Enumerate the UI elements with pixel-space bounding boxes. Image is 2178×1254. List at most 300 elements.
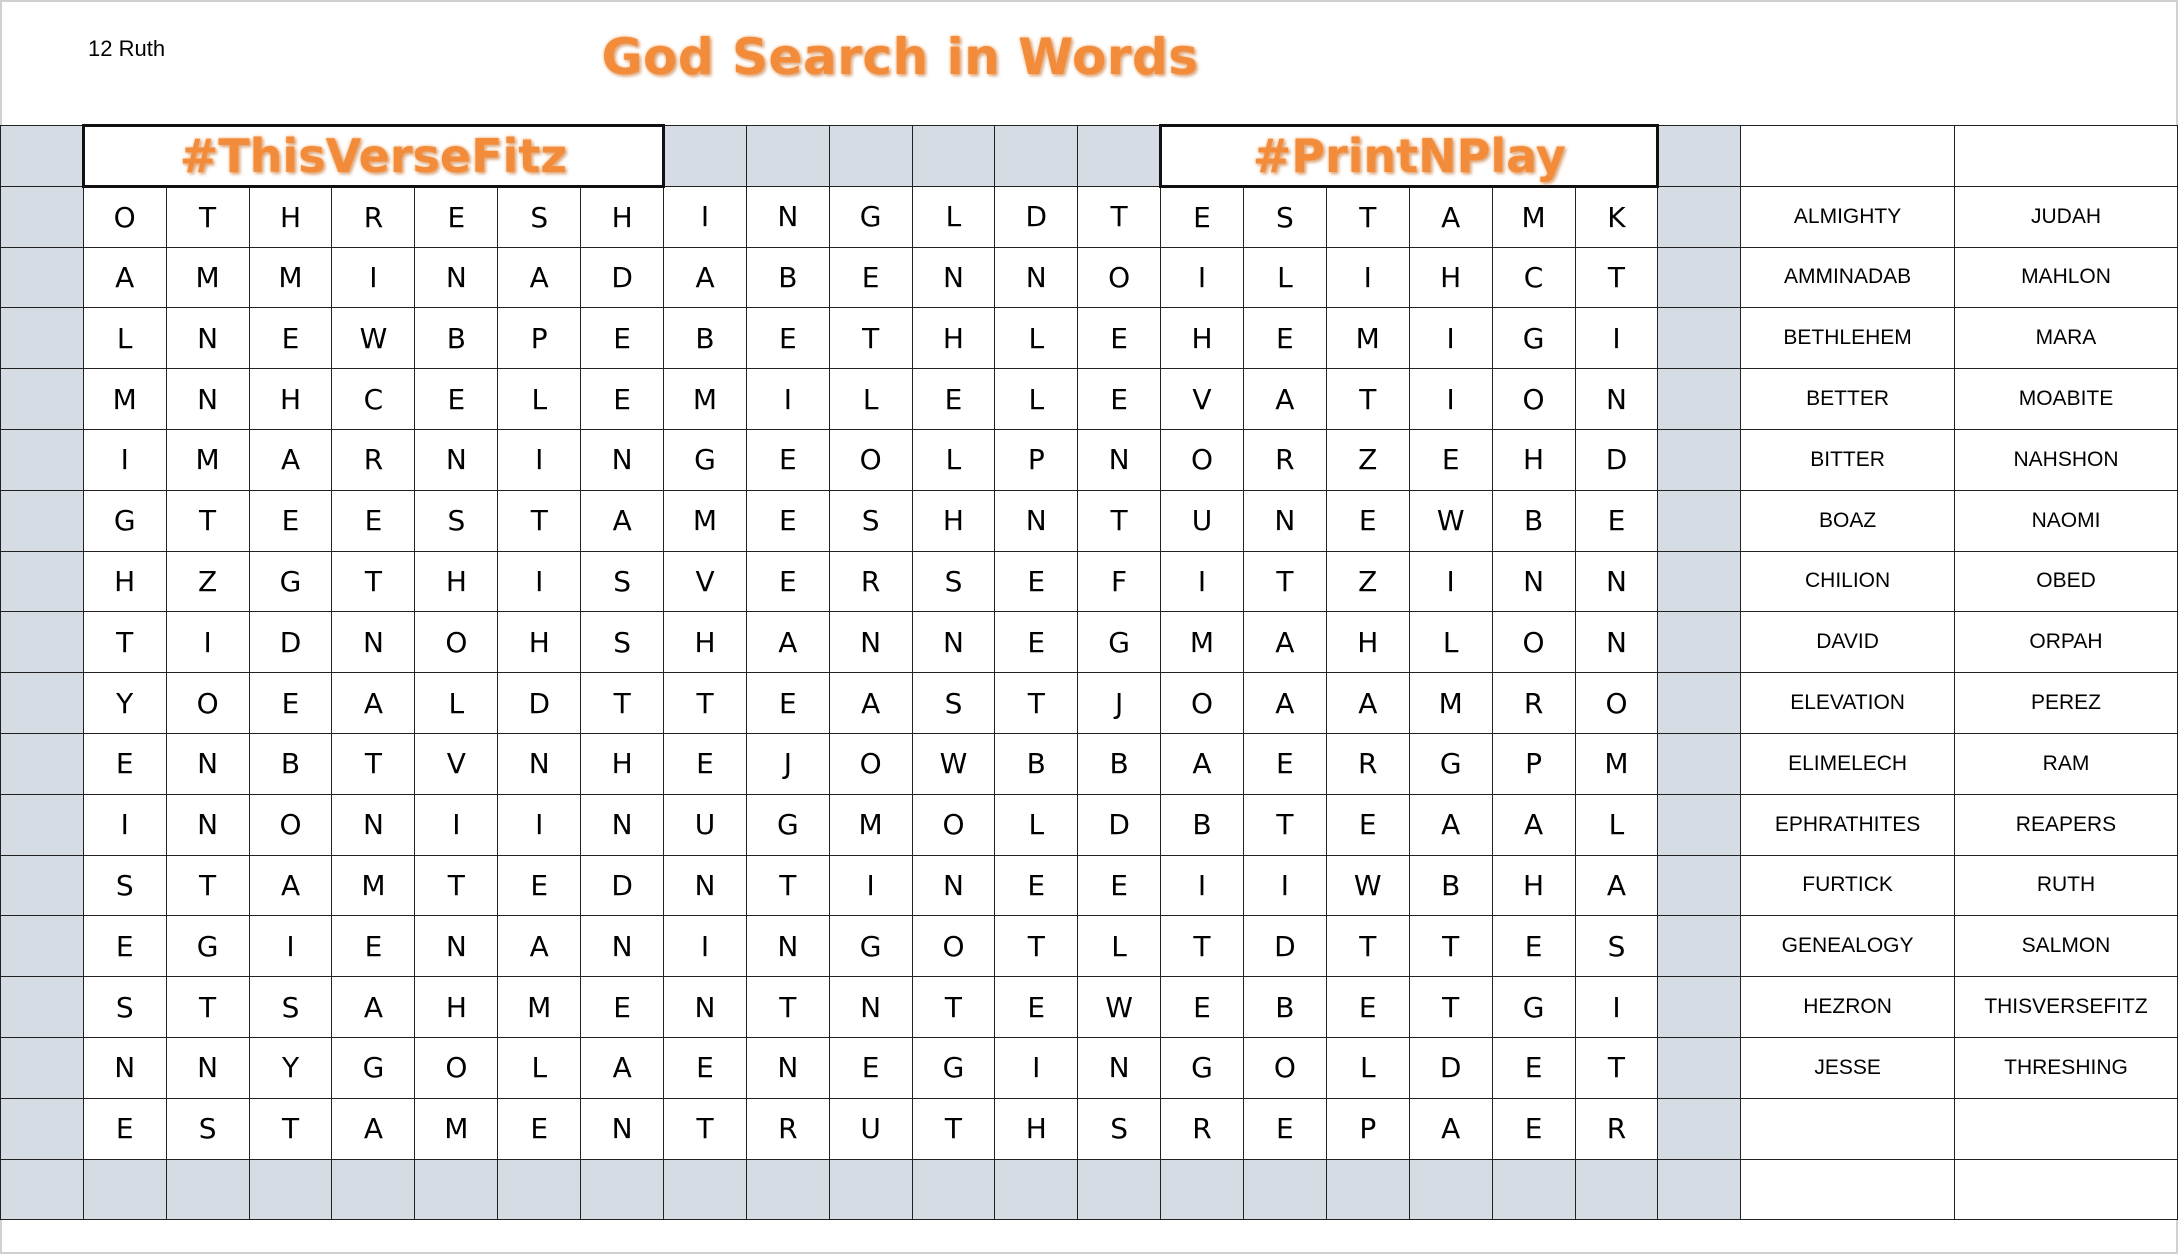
letter-cell[interactable]: H [1161, 308, 1244, 369]
letter-cell[interactable]: S [581, 612, 664, 673]
letter-cell[interactable]: R [746, 1098, 829, 1159]
letter-cell[interactable]: B [664, 308, 747, 369]
letter-cell[interactable]: E [912, 369, 995, 430]
letter-cell[interactable]: M [332, 855, 415, 916]
letter-cell[interactable]: N [498, 733, 581, 794]
letter-cell[interactable]: B [1161, 794, 1244, 855]
letter-cell[interactable]: M [664, 369, 747, 430]
letter-cell[interactable]: T [995, 916, 1078, 977]
letter-cell[interactable]: V [1161, 369, 1244, 430]
letter-cell[interactable]: N [1575, 369, 1658, 430]
letter-cell[interactable]: T [995, 673, 1078, 734]
letter-cell[interactable]: O [1492, 612, 1575, 673]
letter-cell[interactable]: G [1078, 612, 1161, 673]
letter-cell[interactable]: L [995, 308, 1078, 369]
letter-cell[interactable]: U [1161, 490, 1244, 551]
letter-cell[interactable]: A [1243, 673, 1326, 734]
letter-cell[interactable]: D [581, 247, 664, 308]
letter-cell[interactable]: H [83, 551, 166, 612]
letter-cell[interactable]: O [415, 612, 498, 673]
letter-cell[interactable]: B [746, 247, 829, 308]
letter-cell[interactable]: N [746, 1037, 829, 1098]
letter-cell[interactable]: G [664, 429, 747, 490]
letter-cell[interactable]: E [829, 247, 912, 308]
letter-cell[interactable]: G [829, 916, 912, 977]
letter-cell[interactable]: L [415, 673, 498, 734]
letter-cell[interactable]: O [1492, 369, 1575, 430]
letter-cell[interactable]: O [1161, 429, 1244, 490]
letter-cell[interactable]: P [1492, 733, 1575, 794]
letter-cell[interactable]: M [1326, 308, 1409, 369]
letter-cell[interactable]: N [912, 855, 995, 916]
letter-cell[interactable]: P [995, 429, 1078, 490]
letter-cell[interactable]: G [1161, 1037, 1244, 1098]
letter-cell[interactable]: J [1078, 673, 1161, 734]
letter-cell[interactable]: T [332, 551, 415, 612]
letter-cell[interactable]: T [1243, 551, 1326, 612]
letter-cell[interactable]: G [166, 916, 249, 977]
letter-cell[interactable]: E [664, 1037, 747, 1098]
letter-cell[interactable]: O [912, 916, 995, 977]
letter-cell[interactable]: H [1492, 429, 1575, 490]
letter-cell[interactable]: O [249, 794, 332, 855]
letter-cell[interactable]: E [746, 490, 829, 551]
letter-cell[interactable]: N [166, 308, 249, 369]
letter-cell[interactable]: N [829, 977, 912, 1038]
letter-cell[interactable]: W [1326, 855, 1409, 916]
letter-cell[interactable]: I [498, 429, 581, 490]
letter-cell[interactable]: M [166, 247, 249, 308]
letter-cell[interactable]: T [1409, 977, 1492, 1038]
letter-cell[interactable]: D [249, 612, 332, 673]
letter-cell[interactable]: L [1326, 1037, 1409, 1098]
letter-cell[interactable]: R [332, 186, 415, 247]
letter-cell[interactable]: O [1161, 673, 1244, 734]
letter-cell[interactable]: N [664, 977, 747, 1038]
letter-cell[interactable]: E [1575, 490, 1658, 551]
letter-cell[interactable]: E [995, 977, 1078, 1038]
letter-cell[interactable]: E [995, 855, 1078, 916]
letter-cell[interactable]: N [664, 855, 747, 916]
letter-cell[interactable]: S [249, 977, 332, 1038]
letter-cell[interactable]: P [1326, 1098, 1409, 1159]
letter-cell[interactable]: E [746, 551, 829, 612]
letter-cell[interactable]: I [498, 551, 581, 612]
letter-cell[interactable]: M [1575, 733, 1658, 794]
letter-cell[interactable]: N [1078, 429, 1161, 490]
letter-cell[interactable]: H [912, 490, 995, 551]
letter-cell[interactable]: M [1492, 186, 1575, 247]
letter-cell[interactable]: N [581, 794, 664, 855]
letter-cell[interactable]: H [995, 1098, 1078, 1159]
letter-cell[interactable]: C [332, 369, 415, 430]
letter-cell[interactable]: N [83, 1037, 166, 1098]
letter-cell[interactable]: T [1078, 186, 1161, 247]
letter-cell[interactable]: A [746, 612, 829, 673]
letter-cell[interactable]: D [498, 673, 581, 734]
letter-cell[interactable]: U [664, 794, 747, 855]
letter-cell[interactable]: D [1243, 916, 1326, 977]
letter-cell[interactable]: W [912, 733, 995, 794]
letter-cell[interactable]: I [1575, 308, 1658, 369]
letter-cell[interactable]: S [83, 977, 166, 1038]
letter-cell[interactable]: A [332, 673, 415, 734]
letter-cell[interactable]: I [498, 794, 581, 855]
letter-cell[interactable]: E [1326, 490, 1409, 551]
letter-cell[interactable]: E [249, 673, 332, 734]
letter-cell[interactable]: T [1409, 916, 1492, 977]
letter-cell[interactable]: I [83, 429, 166, 490]
letter-cell[interactable]: I [829, 855, 912, 916]
letter-cell[interactable]: B [1492, 490, 1575, 551]
letter-cell[interactable]: G [1492, 977, 1575, 1038]
letter-cell[interactable]: L [498, 1037, 581, 1098]
letter-cell[interactable]: T [1326, 186, 1409, 247]
letter-cell[interactable]: M [1409, 673, 1492, 734]
letter-cell[interactable]: G [1409, 733, 1492, 794]
letter-cell[interactable]: B [1243, 977, 1326, 1038]
letter-cell[interactable]: I [1161, 855, 1244, 916]
letter-cell[interactable]: E [1161, 186, 1244, 247]
letter-cell[interactable]: A [1492, 794, 1575, 855]
letter-cell[interactable]: E [83, 916, 166, 977]
letter-cell[interactable]: V [664, 551, 747, 612]
letter-cell[interactable]: I [1575, 977, 1658, 1038]
letter-cell[interactable]: T [249, 1098, 332, 1159]
letter-cell[interactable]: N [415, 247, 498, 308]
letter-cell[interactable]: I [995, 1037, 1078, 1098]
letter-cell[interactable]: I [249, 916, 332, 977]
letter-cell[interactable]: M [249, 247, 332, 308]
letter-cell[interactable]: H [498, 612, 581, 673]
letter-cell[interactable]: A [83, 247, 166, 308]
letter-cell[interactable]: Z [1326, 551, 1409, 612]
letter-cell[interactable]: T [1326, 369, 1409, 430]
letter-cell[interactable]: D [1575, 429, 1658, 490]
letter-cell[interactable]: M [415, 1098, 498, 1159]
letter-cell[interactable]: B [249, 733, 332, 794]
letter-cell[interactable]: T [912, 977, 995, 1038]
letter-cell[interactable]: L [829, 369, 912, 430]
letter-cell[interactable]: E [1243, 308, 1326, 369]
letter-cell[interactable]: O [1243, 1037, 1326, 1098]
letter-cell[interactable]: S [415, 490, 498, 551]
letter-cell[interactable]: I [332, 247, 415, 308]
letter-cell[interactable]: Z [1326, 429, 1409, 490]
letter-cell[interactable]: N [1492, 551, 1575, 612]
letter-cell[interactable]: G [332, 1037, 415, 1098]
letter-cell[interactable]: E [995, 612, 1078, 673]
letter-cell[interactable]: E [1492, 916, 1575, 977]
letter-cell[interactable]: B [415, 308, 498, 369]
letter-cell[interactable]: M [83, 369, 166, 430]
letter-cell[interactable]: N [1575, 612, 1658, 673]
letter-cell[interactable]: E [1243, 1098, 1326, 1159]
letter-cell[interactable]: G [83, 490, 166, 551]
letter-cell[interactable]: S [1243, 186, 1326, 247]
letter-cell[interactable]: E [415, 369, 498, 430]
letter-cell[interactable]: S [1078, 1098, 1161, 1159]
letter-cell[interactable]: L [83, 308, 166, 369]
letter-cell[interactable]: T [83, 612, 166, 673]
letter-cell[interactable]: N [166, 794, 249, 855]
letter-cell[interactable]: B [1409, 855, 1492, 916]
letter-cell[interactable]: K [1575, 186, 1658, 247]
letter-cell[interactable]: G [829, 186, 912, 247]
letter-cell[interactable]: T [166, 977, 249, 1038]
letter-cell[interactable]: N [829, 612, 912, 673]
letter-cell[interactable]: E [1161, 977, 1244, 1038]
letter-cell[interactable]: L [1078, 916, 1161, 977]
letter-cell[interactable]: E [995, 551, 1078, 612]
letter-cell[interactable]: O [912, 794, 995, 855]
letter-cell[interactable]: T [332, 733, 415, 794]
letter-cell[interactable]: E [332, 916, 415, 977]
letter-cell[interactable]: T [746, 855, 829, 916]
letter-cell[interactable]: T [581, 673, 664, 734]
letter-cell[interactable]: N [746, 186, 829, 247]
letter-cell[interactable]: N [166, 1037, 249, 1098]
letter-cell[interactable]: E [829, 1037, 912, 1098]
letter-cell[interactable]: T [1575, 1037, 1658, 1098]
letter-cell[interactable]: N [166, 369, 249, 430]
letter-cell[interactable]: E [83, 1098, 166, 1159]
letter-cell[interactable]: I [83, 794, 166, 855]
letter-cell[interactable]: I [664, 186, 747, 247]
letter-cell[interactable]: S [912, 551, 995, 612]
letter-cell[interactable]: W [332, 308, 415, 369]
letter-cell[interactable]: D [995, 186, 1078, 247]
letter-cell[interactable]: H [1409, 247, 1492, 308]
letter-cell[interactable]: M [166, 429, 249, 490]
letter-cell[interactable]: N [995, 247, 1078, 308]
letter-cell[interactable]: T [746, 977, 829, 1038]
letter-cell[interactable]: N [1078, 1037, 1161, 1098]
letter-cell[interactable]: E [581, 369, 664, 430]
letter-cell[interactable]: E [1326, 977, 1409, 1038]
letter-cell[interactable]: E [1326, 794, 1409, 855]
letter-cell[interactable]: A [1409, 794, 1492, 855]
letter-cell[interactable]: N [995, 490, 1078, 551]
letter-cell[interactable]: A [249, 855, 332, 916]
letter-cell[interactable]: J [746, 733, 829, 794]
letter-cell[interactable]: U [829, 1098, 912, 1159]
letter-cell[interactable]: S [912, 673, 995, 734]
letter-cell[interactable]: W [1078, 977, 1161, 1038]
letter-cell[interactable]: L [498, 369, 581, 430]
letter-cell[interactable]: E [1409, 429, 1492, 490]
letter-cell[interactable]: A [1243, 369, 1326, 430]
letter-cell[interactable]: C [1492, 247, 1575, 308]
letter-cell[interactable]: L [912, 429, 995, 490]
letter-cell[interactable]: G [249, 551, 332, 612]
letter-cell[interactable]: A [829, 673, 912, 734]
letter-cell[interactable]: G [746, 794, 829, 855]
letter-cell[interactable]: W [1409, 490, 1492, 551]
letter-cell[interactable]: A [1575, 855, 1658, 916]
letter-cell[interactable]: T [829, 308, 912, 369]
letter-cell[interactable]: L [995, 794, 1078, 855]
letter-cell[interactable]: M [1161, 612, 1244, 673]
letter-cell[interactable]: T [1161, 916, 1244, 977]
letter-cell[interactable]: N [332, 794, 415, 855]
letter-cell[interactable]: B [1078, 733, 1161, 794]
letter-cell[interactable]: R [829, 551, 912, 612]
letter-cell[interactable]: T [166, 490, 249, 551]
letter-cell[interactable]: N [415, 916, 498, 977]
letter-cell[interactable]: T [1243, 794, 1326, 855]
letter-cell[interactable]: N [581, 1098, 664, 1159]
letter-cell[interactable]: A [1326, 673, 1409, 734]
letter-cell[interactable]: E [1078, 855, 1161, 916]
letter-cell[interactable]: D [581, 855, 664, 916]
letter-cell[interactable]: A [498, 247, 581, 308]
letter-cell[interactable]: I [746, 369, 829, 430]
letter-cell[interactable]: L [1243, 247, 1326, 308]
letter-cell[interactable]: T [664, 673, 747, 734]
letter-cell[interactable]: M [829, 794, 912, 855]
letter-cell[interactable]: N [415, 429, 498, 490]
letter-cell[interactable]: N [581, 916, 664, 977]
letter-cell[interactable]: R [1161, 1098, 1244, 1159]
letter-cell[interactable]: N [166, 733, 249, 794]
letter-cell[interactable]: O [83, 186, 166, 247]
letter-cell[interactable]: H [415, 551, 498, 612]
letter-cell[interactable]: E [1492, 1037, 1575, 1098]
letter-cell[interactable]: A [332, 1098, 415, 1159]
letter-cell[interactable]: L [1409, 612, 1492, 673]
letter-cell[interactable]: E [1492, 1098, 1575, 1159]
letter-cell[interactable]: R [332, 429, 415, 490]
letter-cell[interactable]: G [1492, 308, 1575, 369]
letter-cell[interactable]: V [415, 733, 498, 794]
letter-cell[interactable]: O [1078, 247, 1161, 308]
letter-cell[interactable]: A [1161, 733, 1244, 794]
letter-cell[interactable]: T [1078, 490, 1161, 551]
letter-cell[interactable]: I [1409, 308, 1492, 369]
letter-cell[interactable]: N [1243, 490, 1326, 551]
letter-cell[interactable]: T [166, 855, 249, 916]
letter-cell[interactable]: N [912, 247, 995, 308]
letter-cell[interactable]: E [746, 308, 829, 369]
letter-cell[interactable]: L [912, 186, 995, 247]
letter-cell[interactable]: H [415, 977, 498, 1038]
letter-cell[interactable]: H [664, 612, 747, 673]
letter-cell[interactable]: E [332, 490, 415, 551]
letter-cell[interactable]: A [581, 1037, 664, 1098]
letter-cell[interactable]: N [332, 612, 415, 673]
letter-cell[interactable]: S [1575, 916, 1658, 977]
letter-cell[interactable]: I [1409, 551, 1492, 612]
letter-cell[interactable]: N [746, 916, 829, 977]
letter-cell[interactable]: S [166, 1098, 249, 1159]
letter-cell[interactable]: S [498, 186, 581, 247]
letter-cell[interactable]: I [1409, 369, 1492, 430]
letter-cell[interactable]: T [1575, 247, 1658, 308]
letter-cell[interactable]: G [912, 1037, 995, 1098]
letter-cell[interactable]: I [166, 612, 249, 673]
letter-cell[interactable]: A [581, 490, 664, 551]
letter-cell[interactable]: E [83, 733, 166, 794]
letter-cell[interactable]: O [166, 673, 249, 734]
letter-cell[interactable]: E [249, 308, 332, 369]
letter-cell[interactable]: E [1078, 369, 1161, 430]
letter-cell[interactable]: I [664, 916, 747, 977]
letter-cell[interactable]: T [415, 855, 498, 916]
letter-cell[interactable]: Y [249, 1037, 332, 1098]
letter-cell[interactable]: S [829, 490, 912, 551]
letter-cell[interactable]: O [1575, 673, 1658, 734]
letter-cell[interactable]: T [664, 1098, 747, 1159]
letter-cell[interactable]: H [581, 186, 664, 247]
letter-cell[interactable]: I [1243, 855, 1326, 916]
letter-cell[interactable]: O [829, 429, 912, 490]
letter-cell[interactable]: E [249, 490, 332, 551]
letter-cell[interactable]: E [664, 733, 747, 794]
letter-cell[interactable]: L [995, 369, 1078, 430]
letter-cell[interactable]: H [249, 369, 332, 430]
letter-cell[interactable]: I [1161, 247, 1244, 308]
letter-cell[interactable]: E [581, 308, 664, 369]
letter-cell[interactable]: R [1326, 733, 1409, 794]
letter-cell[interactable]: E [746, 429, 829, 490]
letter-cell[interactable]: A [664, 247, 747, 308]
letter-cell[interactable]: S [83, 855, 166, 916]
letter-cell[interactable]: O [415, 1037, 498, 1098]
letter-cell[interactable]: B [995, 733, 1078, 794]
letter-cell[interactable]: F [1078, 551, 1161, 612]
letter-cell[interactable]: P [498, 308, 581, 369]
letter-cell[interactable]: H [912, 308, 995, 369]
letter-cell[interactable]: N [581, 429, 664, 490]
letter-cell[interactable]: N [912, 612, 995, 673]
letter-cell[interactable]: E [1078, 308, 1161, 369]
letter-cell[interactable]: R [1575, 1098, 1658, 1159]
letter-cell[interactable]: H [1492, 855, 1575, 916]
letter-cell[interactable]: A [1409, 186, 1492, 247]
letter-cell[interactable]: Y [83, 673, 166, 734]
letter-cell[interactable]: I [415, 794, 498, 855]
letter-cell[interactable]: H [1326, 612, 1409, 673]
letter-cell[interactable]: R [1243, 429, 1326, 490]
letter-cell[interactable]: L [1575, 794, 1658, 855]
letter-cell[interactable]: I [1326, 247, 1409, 308]
letter-cell[interactable]: H [581, 733, 664, 794]
letter-cell[interactable]: M [498, 977, 581, 1038]
letter-cell[interactable]: I [1161, 551, 1244, 612]
letter-cell[interactable]: T [912, 1098, 995, 1159]
letter-cell[interactable]: N [1575, 551, 1658, 612]
letter-cell[interactable]: S [581, 551, 664, 612]
letter-cell[interactable]: A [498, 916, 581, 977]
letter-cell[interactable]: T [1326, 916, 1409, 977]
letter-cell[interactable]: E [1243, 733, 1326, 794]
letter-cell[interactable]: D [1078, 794, 1161, 855]
letter-cell[interactable]: M [664, 490, 747, 551]
letter-cell[interactable]: R [1492, 673, 1575, 734]
letter-cell[interactable]: A [332, 977, 415, 1038]
letter-cell[interactable]: A [1409, 1098, 1492, 1159]
letter-cell[interactable]: E [415, 186, 498, 247]
letter-cell[interactable]: T [166, 186, 249, 247]
letter-cell[interactable]: A [1243, 612, 1326, 673]
letter-cell[interactable]: E [746, 673, 829, 734]
letter-cell[interactable]: T [498, 490, 581, 551]
letter-cell[interactable]: A [249, 429, 332, 490]
letter-cell[interactable]: Z [166, 551, 249, 612]
letter-cell[interactable]: E [498, 855, 581, 916]
letter-cell[interactable]: O [829, 733, 912, 794]
